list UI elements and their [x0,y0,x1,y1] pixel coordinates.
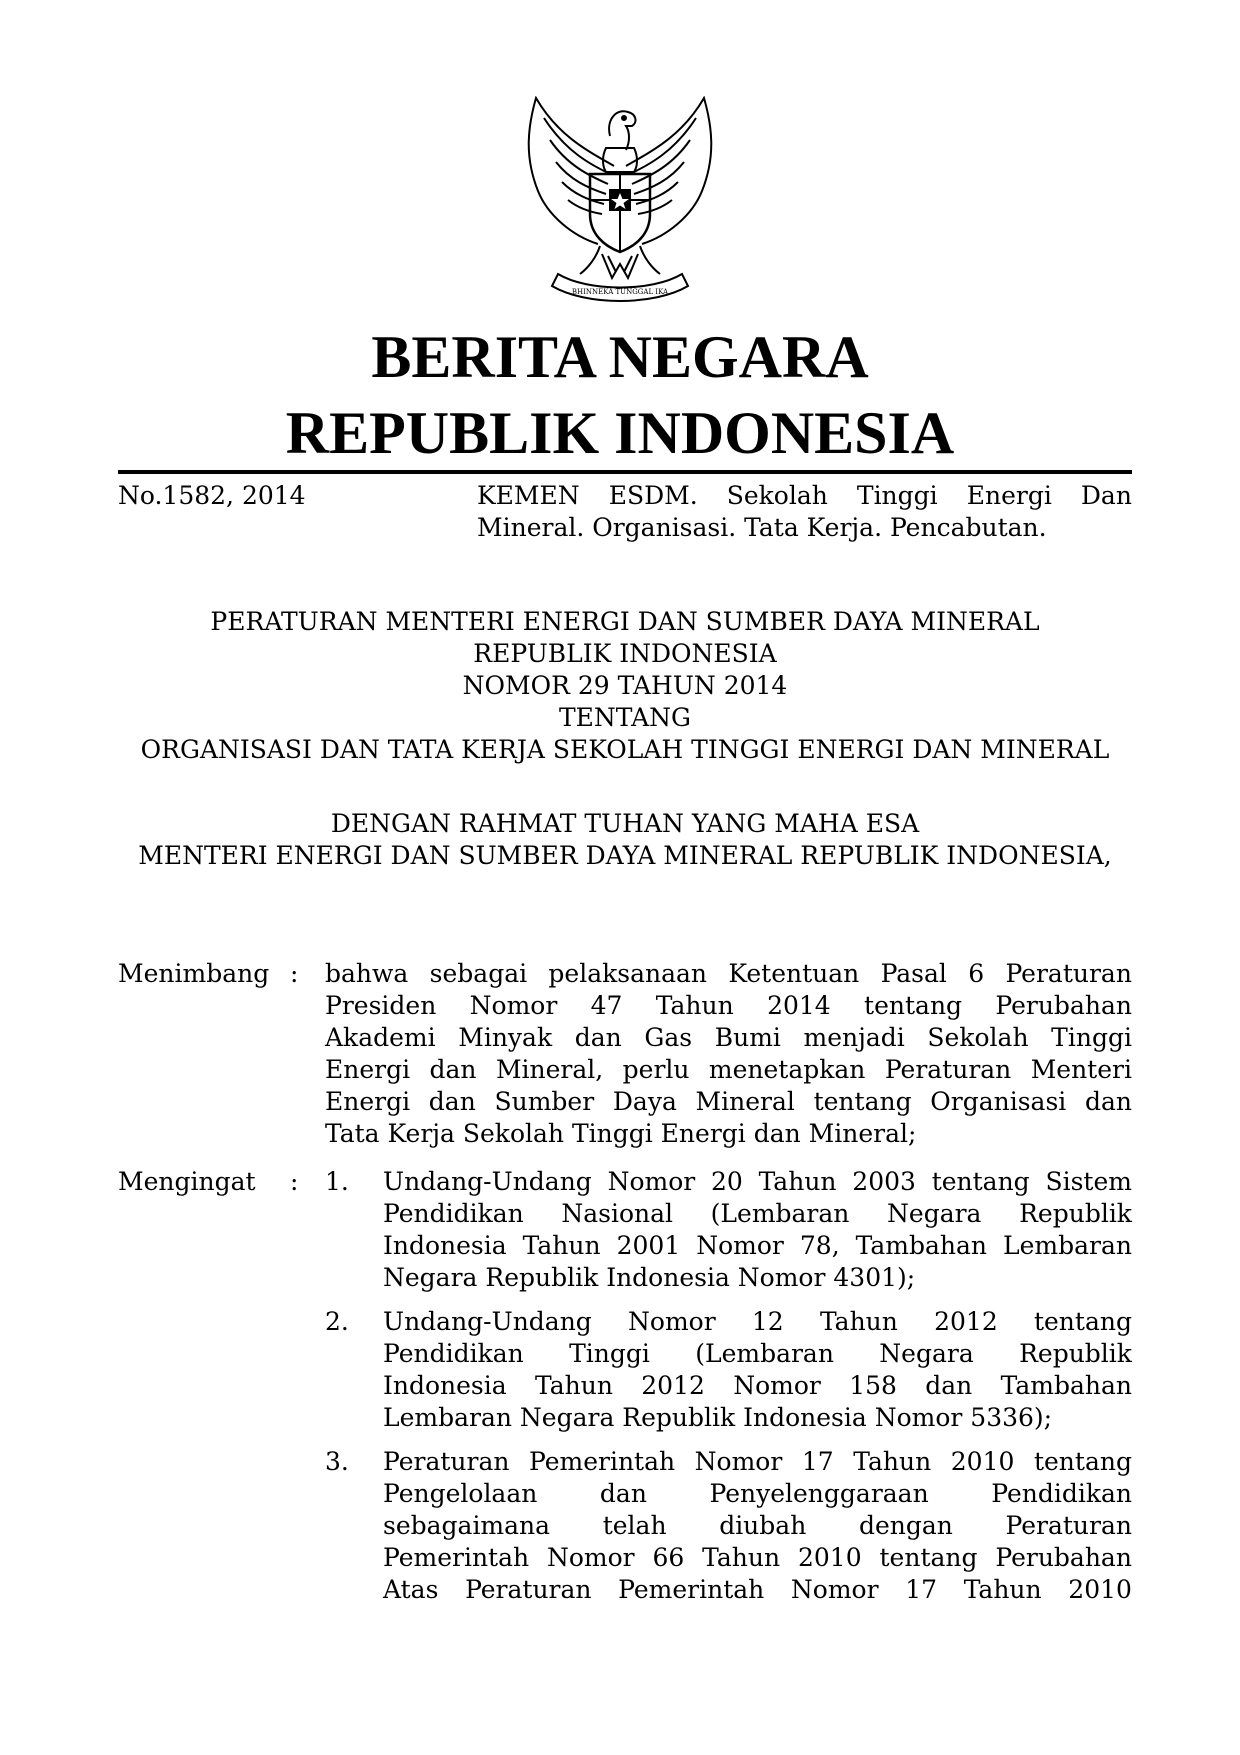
regulation-title-line1: PERATURAN MENTERI ENERGI DAN SUMBER DAYA MINERAL [210,607,1040,636]
word: 2010 [798,1543,862,1572]
word: dan [925,1371,973,1400]
menimbang-line [325,1022,1132,1054]
regulation-invocation: DENGAN RAHMAT TUHAN YANG MAHA ESA [330,809,920,838]
mengingat-item-line [383,1198,1132,1230]
word: tentang [931,1167,1030,1196]
word: bahwa [325,959,409,988]
regulation-minister: MENTERI ENERGI DAN SUMBER DAYA MINERAL REPUBLIK INDONESIA, [138,841,1112,870]
word: dan [574,1023,622,1052]
mengingat-item-line [383,1166,1132,1198]
word: (Lembaran [695,1339,834,1368]
word: Organisasi [930,1087,1067,1116]
word: Pemerintah [383,1543,530,1572]
mengingat-item-number: 2. [325,1307,349,1336]
masthead-divider [118,470,1132,474]
word: Pendidikan [383,1339,524,1368]
word: Akademi [325,1023,436,1052]
word: Pasal [880,959,947,988]
word: 2001 [616,1231,681,1260]
word: sebagaimana [383,1511,551,1540]
word: 66 [652,1543,685,1572]
word: Peraturan [1005,959,1132,988]
word: Nomor [790,1575,879,1604]
word: Undang-Undang [383,1167,592,1196]
word: 2012 [934,1307,998,1336]
mengingat-item-line [383,1370,1132,1402]
word: Republik [1019,1339,1132,1368]
word: Peraturan [884,1055,1012,1084]
word: menjadi [803,1023,905,1052]
word: menetapkan [708,1055,866,1084]
word: Pendidikan [383,1199,524,1228]
mengingat-item-line [383,1542,1132,1574]
word: Atas [383,1575,439,1604]
mengingat-item-number: 3. [325,1447,349,1476]
menimbang-label: Menimbang [118,959,270,988]
word: pelaksanaan [548,959,708,988]
word: Nomor [694,1447,783,1476]
word: Minyak [458,1023,553,1052]
menimbang-line [325,1086,1132,1118]
word: 2010 [950,1447,1015,1476]
word: 2012 [641,1371,705,1400]
mengingat-item-line [383,1510,1132,1542]
regulation-number: NOMOR 29 TAHUN 2014 [462,671,788,700]
word: Tahun [655,991,734,1020]
word: Tahun [758,1167,837,1196]
word: Menteri [1030,1055,1132,1084]
word: 2003 [852,1167,916,1196]
word: Tambahan [855,1231,988,1260]
mengingat-item-line [383,1478,1132,1510]
word: Nomor [469,991,558,1020]
word: 17 [905,1575,938,1604]
word: Indonesia [383,1231,507,1260]
word: Sekolah [726,481,828,510]
word: 47 [590,991,623,1020]
word: dengan [858,1511,953,1540]
gazette-number: No.1582, 2014 [118,481,306,510]
gazette-subject-line1 [477,480,1132,512]
word: Pemerintah [618,1575,765,1604]
mengingat-label: Mengingat [118,1167,256,1196]
menimbang-paragraph [325,958,1132,1150]
word: Presiden [325,991,437,1020]
word: 12 [751,1307,784,1336]
mengingat-item-line [383,1230,1132,1262]
gazette-subject [477,480,1132,544]
mengingat-item [383,1446,1132,1606]
word: Energi [966,481,1052,510]
word: Lembaran [1003,1231,1132,1260]
word: Republik [1019,1199,1132,1228]
word: Pengelolaan [383,1479,538,1508]
word: telah [602,1511,667,1540]
word: Pemerintah [529,1447,676,1476]
word: 17 [801,1447,834,1476]
word: dan [429,1055,477,1084]
word: dan [1084,1087,1132,1116]
word: Negara [887,1199,982,1228]
mengingat-item-number: 1. [325,1167,349,1196]
word: Nasional [561,1199,674,1228]
word: Ketentuan [728,959,860,988]
word: Mineral, [495,1055,604,1084]
regulation-title-line2: REPUBLIK INDONESIA [473,639,777,668]
word: Tahun [819,1307,898,1336]
mengingat-item-line [383,1446,1132,1478]
regulation-tentang: TENTANG [558,703,691,732]
word: perlu [622,1055,690,1084]
word: Sistem [1045,1167,1132,1196]
regulation-subject: ORGANISASI DAN TATA KERJA SEKOLAH TINGGI ENERGI DAN MINERAL [140,735,1110,764]
word: 2014 [767,991,831,1020]
masthead-title-line2: REPUBLIK INDONESIA [285,400,955,466]
menimbang-colon: : [290,959,299,988]
mengingat-item-line: Negara Republik Indonesia Nomor 4301); [383,1263,916,1292]
menimbang-line: Tata Kerja Sekolah Tinggi Energi dan Mineral; [325,1119,917,1148]
mengingat-item [383,1166,1132,1294]
word: Energi [325,1055,411,1084]
word: Tahun [702,1543,781,1572]
mengingat-item-line: Lembaran Negara Republik Indonesia Nomor 5336); [383,1403,1053,1432]
word: Penyelenggaraan [709,1479,929,1508]
menimbang-line [325,958,1132,990]
word: Pendidikan [991,1479,1132,1508]
gazette-subject-line2: Mineral. Organisasi. Tata Kerja. Pencabutan. [477,513,1047,542]
word: sebagai [429,959,528,988]
word: 6 [968,959,985,988]
emblem-motto: BHINNEKA TUNGGAL IKA [571,288,669,296]
word: Sumber [494,1087,595,1116]
word: tentang [879,1543,978,1572]
menimbang-line [325,1054,1132,1086]
word: Nomor [607,1167,696,1196]
mengingat-colon: : [290,1167,299,1196]
word: Nomor [696,1231,784,1260]
word: tentang [1033,1447,1132,1476]
word: 78, [799,1231,840,1260]
mengingat-item [383,1306,1132,1434]
word: Gas [644,1023,693,1052]
word: Perubahan [995,991,1132,1020]
word: dan [599,1479,647,1508]
word: diubah [719,1511,807,1540]
word: 20 [711,1167,743,1196]
word: Tinggi [569,1339,650,1368]
word: Tahun [963,1575,1042,1604]
word: Nomor [628,1307,716,1336]
word: tentang [1033,1307,1132,1336]
word: Perubahan [995,1543,1132,1572]
word: tentang [813,1087,912,1116]
masthead-title-line1: BERITA NEGARA [371,324,869,390]
word: 158 [849,1371,897,1400]
word: Sekolah [927,1023,1029,1052]
word: Nomor [733,1371,821,1400]
word: tentang [864,991,963,1020]
word: Indonesia [383,1371,507,1400]
word: Undang-Undang [383,1307,592,1336]
word: Peraturan [465,1575,592,1604]
mengingat-item-line [383,1306,1132,1338]
word: Energi [325,1087,411,1116]
word: Tambahan [1000,1371,1132,1400]
word: Tahun [535,1371,613,1400]
word: Bumi [714,1023,781,1052]
word: Daya [612,1087,677,1116]
word: (Lembaran [710,1199,850,1228]
word: KEMEN [477,481,580,510]
word: 2010 [1068,1575,1132,1604]
word: dan [428,1087,476,1116]
garuda-emblem-icon [518,96,722,310]
word: ESDM. [608,481,698,510]
word: Tahun [853,1447,932,1476]
word: Peraturan [1005,1511,1132,1540]
word: Tinggi [1051,1023,1132,1052]
menimbang-line [325,990,1132,1022]
word: Nomor [546,1543,635,1572]
word: Peraturan [383,1447,510,1476]
mengingat-item-line [383,1338,1132,1370]
word: Tinggi [856,481,938,510]
word: Tahun [522,1231,601,1260]
word: Mineral [695,1087,795,1116]
word: Dan [1080,481,1132,510]
mengingat-item-line [383,1574,1132,1606]
word: Negara [879,1339,974,1368]
